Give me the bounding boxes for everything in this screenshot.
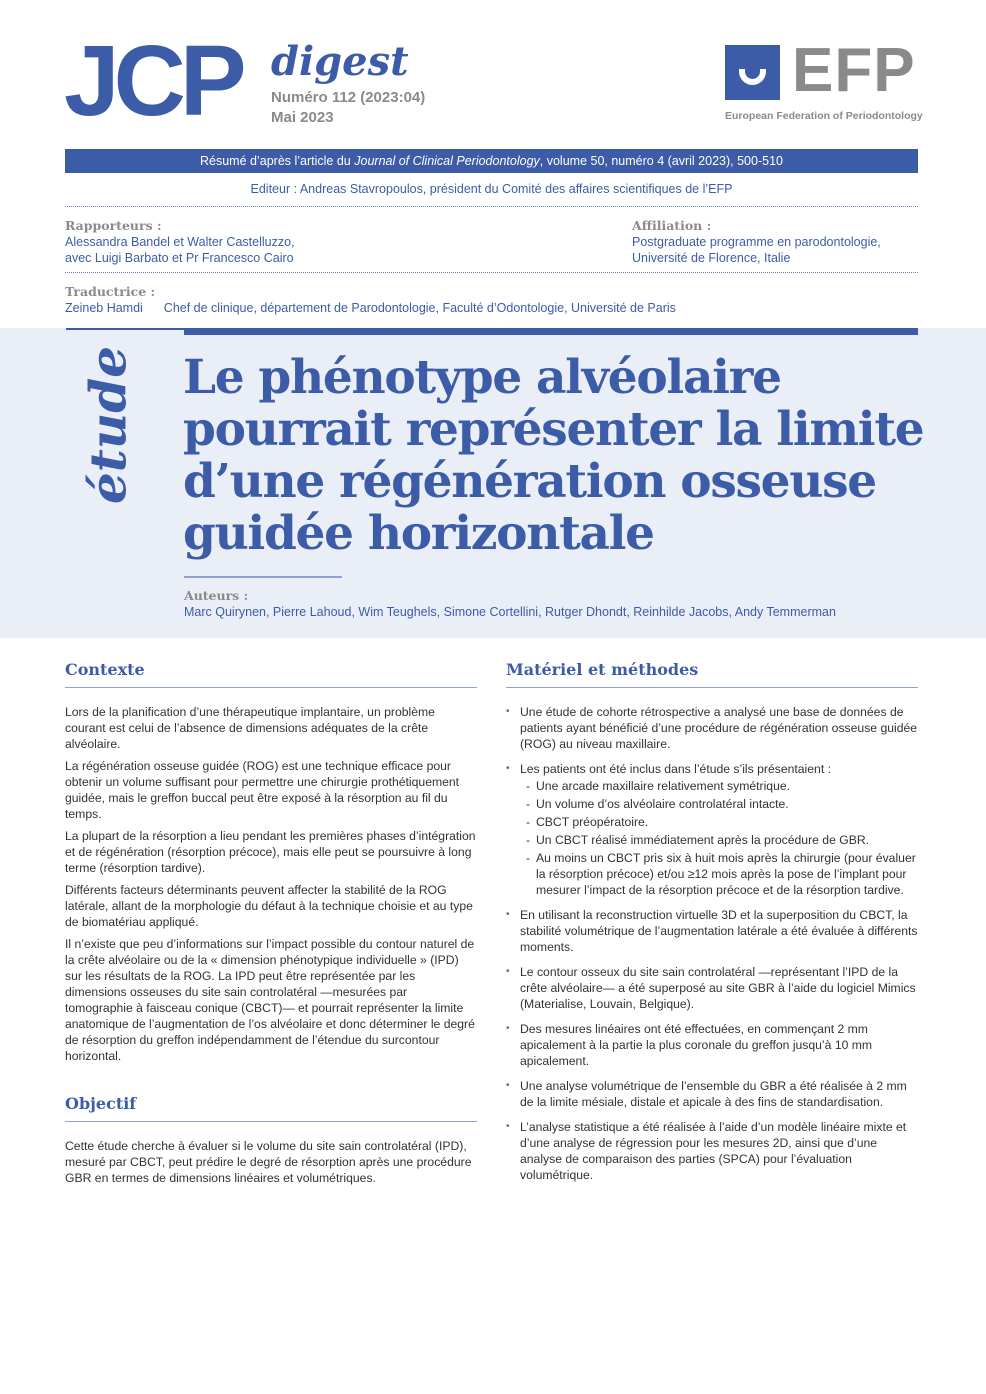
efp-caption: European Federation of Periodontology (725, 110, 923, 122)
journal-name: Journal of Clinical Periodontology (354, 154, 540, 168)
authors-label: Auteurs : (184, 588, 249, 603)
paragraph: La plupart de la résorption a lieu pendant les premières phases d’intégration et de régénération (résorption précoce), mais elle peut se poursuivre à long terme (résorption tardive). (65, 829, 476, 875)
methods-list (506, 704, 918, 1183)
paragraph: Cette étude cherche à évaluer si le volume du site sain controlatéral (IPD), mesuré par CBCT, peut prédire le degré de résorption après une procédure GBR en termes de dimensions linéaires et volumétriques. (65, 1139, 472, 1185)
paragraph: Différents facteurs déterminants peuvent affecter la stabilité de la ROG latérale, allant de la morphologie du défaut à la technique choisie et au type de biomatériau appliqué. (65, 883, 473, 929)
paragraph: Il n’existe que peu d’informations sur l’impact possible du contour naturel de la crête alvéolaire ou de la « dimension phénotypique individuelle » (IPD) sur les résultats de la ROG. La IPD peut être représentée par les dimensions osseuses du site sain controlatéral —mesurées par tomographie à faisceau conique (CBCT)— et pourrait représenter la limite anatomique de l’augmentation de l’os alvéolaire et donc déterminer le degré de résorption du greffon indépendamment de l’étendue du surcontour horizontal. (65, 937, 475, 1063)
list-item: • Le contour osseux du site sain controlatéral —représentant l’IPD de la crête alvéolaire— a été superposé au site GBR à l’aide du logiciel Mimics (Materialise, Louvain, Belgique). (506, 964, 918, 1012)
affiliation-line2: Université de Florence, Italie (632, 251, 791, 265)
affiliation-block (632, 218, 881, 266)
dotted-divider (65, 206, 918, 207)
issue-date: Mai 2023 (271, 109, 334, 126)
authors-list: Marc Quirynen, Pierre Lahoud, Wim Teughels, Simone Cortellini, Rutger Dhondt, Reinhilde Jacobs, Andy Temmerman (184, 605, 836, 619)
translator-label: Traductrice : (65, 284, 156, 299)
inclusion-criteria-list (520, 778, 918, 898)
jcp-logo: JCP (64, 25, 241, 137)
paragraph: Lors de la planification d’une thérapeutique implantaire, un problème courant est celui de l’absence de dimensions adéquates de la crête alvéolaire. (65, 705, 435, 751)
list-item: - Un volume d’os alvéolaire controlatéral intacte. (520, 796, 918, 812)
rule (184, 328, 918, 335)
rule (66, 328, 184, 330)
issue-number: Numéro 112 (2023:04) (271, 89, 426, 106)
title-underline (184, 576, 342, 578)
section-heading-objectif: Objectif (65, 1094, 477, 1122)
list-item: • Une analyse volumétrique de l’ensemble du GBR a été réalisée à 2 mm de la limite mésiale, distale et apicale à des fins de standardisation. (506, 1078, 918, 1110)
editor-line: Editeur : Andreas Stavropoulos, président du Comité des affaires scientifiques de l’EFP (250, 182, 733, 196)
source-prefix: Résumé d’après l’article du (200, 154, 355, 168)
list-item: - CBCT préopératoire. (520, 814, 918, 830)
article-title: Le phénotype alvéolaire pourrait représenter la limite d’une régénération osseuse guidée horizontale (183, 350, 924, 561)
article-source-band (65, 149, 918, 173)
category-label: étude (78, 345, 138, 505)
list-item: • Une étude de cohorte rétrospective a analysé une base de données de patients ayant bénéficié d’une procédure de régénération osseuse guidée (ROG) au niveau maxillaire. (506, 704, 918, 752)
translator-block (65, 284, 676, 316)
list-item: • Les patients ont été inclus dans l’étude s’ils présentaient : - Une arcade maxillaire relativement symétrique. - Un volume d’os alvéolaire controlatéral intacte. - CBCT préopératoire. - Un CBCT réalisé immédiatement après la procédure de GBR. - Au moins un CBCT pris six à huit mois après la chirurgie (pour évaluer la résorption précoce) et/ou ≥12 mois après la pose de l’implant pour mesurer l’impact de la résorption précoce et de la résorption tardive. (506, 761, 918, 898)
efp-logo: EFP (792, 36, 916, 105)
list-item: - Un CBCT réalisé immédiatement après la procédure de GBR. (520, 832, 918, 848)
rapporteurs-block (65, 218, 295, 266)
rapporteurs-line2: avec Luigi Barbato et Pr Francesco Cairo (65, 251, 294, 265)
dotted-divider (65, 272, 918, 273)
affiliation-line1: Postgraduate programme en parodontologie, (632, 235, 881, 249)
right-column (506, 660, 918, 1192)
digest-logo: digest (271, 38, 409, 85)
paragraph: La régénération osseuse guidée (ROG) est une technique efficace pour obtenir un volume suffisant pour permettre une chirurgie prothétiquement guidée, mais le greffon buccal peut être exposé à la résorption au fil du temps. (65, 759, 460, 821)
translator-name: Zeineb Hamdi (65, 301, 143, 315)
left-column (65, 660, 477, 1192)
list-item: • L’analyse statistique a été réalisée à l’aide d’un modèle linéaire mixte et d’une analyse de régression pour les mesures 2D, ainsi que d’une analyse de comparaison des parties (SPCA) pour l’évaluation volumétrique. (506, 1119, 918, 1183)
efp-smile-icon (725, 45, 780, 100)
affiliation-label: Affiliation : (632, 218, 712, 233)
list-item: - Une arcade maxillaire relativement symétrique. (520, 778, 918, 794)
list-item: • En utilisant la reconstruction virtuelle 3D et la superposition du CBCT, la stabilité volumétrique de l’augmentation latérale a été évaluée à différents moments. (506, 907, 918, 955)
rapporteurs-line1: Alessandra Bandel et Walter Castelluzzo, (65, 235, 295, 249)
section-heading-methodes: Matériel et méthodes (506, 660, 918, 688)
source-suffix: , volume 50, numéro 4 (avril 2023), 500-510 (539, 154, 783, 168)
list-item: • Des mesures linéaires ont été effectuées, en commençant 2 mm apicalement à la partie la plus coronale du greffon jusqu’à 10 mm apicalement. (506, 1021, 918, 1069)
section-heading-contexte: Contexte (65, 660, 477, 688)
rapporteurs-label: Rapporteurs : (65, 218, 162, 233)
translator-role: Chef de clinique, département de Parodontologie, Faculté d’Odontologie, Université de Paris (163, 301, 676, 315)
list-item: - Au moins un CBCT pris six à huit mois après la chirurgie (pour évaluer la résorption précoce) et/ou ≥12 mois après la pose de l’implant pour mesurer l’impact de la résorption précoce et de la résorption tardive. (520, 850, 918, 898)
